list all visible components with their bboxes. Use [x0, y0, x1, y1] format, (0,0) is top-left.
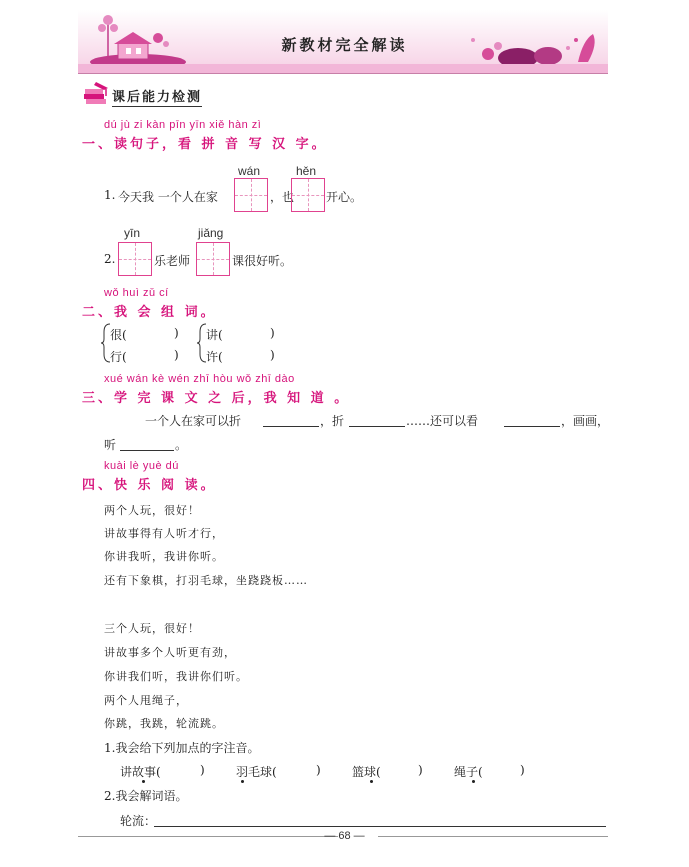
- q3-heading: 三、学 完 课 文 之 后，我 知 道 。: [82, 391, 351, 406]
- q1-s1-pinyin-b: hěn: [296, 164, 317, 178]
- poem2-line-1: 三个人玩，很好！: [104, 622, 200, 635]
- q3-line2-a: 听: [104, 438, 117, 452]
- answer-blank[interactable]: [504, 413, 560, 427]
- q1-heading: 一、读句子，看 拼 音 写 汉 字。: [82, 137, 328, 152]
- explain-label: 轮流：: [120, 814, 157, 828]
- emphasis-dot: [142, 780, 145, 783]
- emphasis-dot: [241, 780, 244, 783]
- q3-line1-a: 一个人在家可以折: [145, 414, 242, 428]
- q3-line1-c: ……还可以看: [406, 414, 479, 428]
- writing-box[interactable]: [118, 242, 152, 276]
- emphasis-dot: [472, 780, 475, 783]
- q2-word-3: 讲(: [206, 328, 223, 342]
- q4-word-3: 篮球(: [352, 765, 381, 779]
- poem1-line-2: 讲故事得有人听才行，: [104, 527, 224, 540]
- section-title: 课后能力检测: [112, 86, 202, 107]
- q2-word-2: 行(: [110, 350, 127, 364]
- q2-word-4: 许(: [206, 350, 223, 364]
- q1-pinyin: dú jù zi kàn pīn yīn xiě hàn zì: [104, 119, 262, 131]
- poem1-line-3: 你讲我听，我讲你听。: [104, 550, 224, 563]
- emphasis-dot: [370, 780, 373, 783]
- q1-s1-prefix: 今天我 一个人在家: [118, 190, 218, 204]
- poem1-line-4: 还有下象棋，打羽毛球，坐跷跷板……: [104, 574, 308, 587]
- answer-blank[interactable]: [120, 437, 174, 451]
- writing-box[interactable]: [196, 242, 230, 276]
- writing-box[interactable]: [291, 178, 325, 212]
- q1-s1-mid: ，也: [270, 190, 295, 204]
- q2-word-1: 很(: [110, 328, 127, 342]
- q3-pinyin: xué wán kè wén zhī hòu wǒ zhī dào: [104, 373, 295, 385]
- q4-sub2: 2.我会解词语。: [104, 789, 188, 803]
- q1-s2-suffix: 课很好听。: [232, 254, 293, 268]
- poem2-line-3: 你讲我们听，我讲你们听。: [104, 670, 248, 683]
- q1-s2-number: 2.: [104, 252, 116, 266]
- answer-blank[interactable]: [349, 413, 405, 427]
- header-band: [78, 64, 608, 73]
- q4-pinyin: kuài lè yuè dú: [104, 460, 179, 472]
- q2-close-1: ): [174, 326, 179, 340]
- q1-s1-suffix: 开心。: [326, 190, 363, 204]
- q2-close-3: ): [270, 326, 275, 340]
- q4-word-2: 羽毛球(: [236, 765, 277, 779]
- q2-heading: 二、我 会 组 词。: [82, 305, 217, 320]
- q4-word-4: 绳子(: [454, 765, 483, 779]
- q4-close-3: ): [418, 763, 423, 777]
- q2-pinyin: wǒ huì zǔ cí: [104, 287, 169, 299]
- q4-close-4: ): [520, 763, 525, 777]
- q4-sub1: 1.我会给下列加点的字注音。: [104, 741, 260, 755]
- poem2-line-5: 你跳，我跳，轮流跳。: [104, 717, 224, 730]
- book-title: 新教材完全解读: [281, 36, 408, 54]
- q1-s1-number: 1.: [104, 188, 116, 202]
- q3-line2-b: 。: [175, 438, 188, 452]
- q1-s2-mid: 乐老师: [154, 254, 191, 268]
- q4-close-2: ): [316, 763, 321, 777]
- poem2-line-2: 讲故事多个人听更有劲，: [104, 646, 236, 659]
- book-stack-icon: [82, 80, 110, 108]
- q4-heading: 四、快 乐 阅 读。: [82, 478, 217, 493]
- q3-line1-b: ，折: [320, 414, 345, 428]
- q4-word-1: 讲故事(: [120, 765, 161, 779]
- answer-blank[interactable]: [263, 413, 319, 427]
- page-number: — 68 —: [324, 830, 365, 842]
- q1-s2-pinyin-b: jiǎng: [198, 226, 224, 240]
- q2-close-2: ): [174, 348, 179, 362]
- q2-close-4: ): [270, 348, 275, 362]
- writing-box[interactable]: [234, 178, 268, 212]
- header-rule: [78, 73, 608, 74]
- q3-line1-d: ，画画，: [561, 414, 610, 428]
- poem2-line-4: 两个人甩绳子，: [104, 694, 188, 707]
- explain-answer-line[interactable]: [154, 813, 606, 827]
- q4-close-1: ): [200, 763, 205, 777]
- q1-s1-pinyin-a: wán: [238, 164, 261, 178]
- poem1-line-1: 两个人玩，很好！: [104, 504, 200, 517]
- q1-s2-pinyin-a: yīn: [124, 226, 141, 240]
